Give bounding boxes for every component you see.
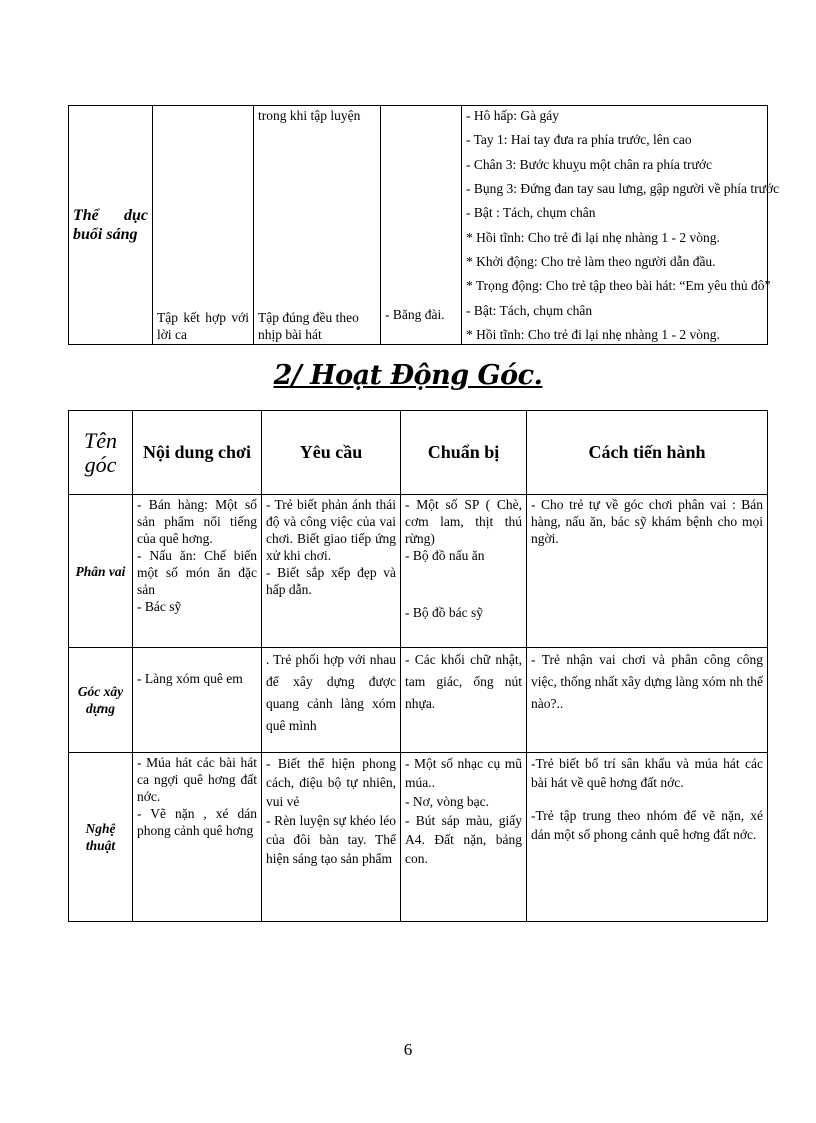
requirement-cell: . Trẻ phối hợp với nhau để xây dựng được quang cảnh làng xóm quê mình	[262, 648, 401, 753]
activity-name-cell	[69, 106, 153, 345]
activity-name: Thể dục buổi sáng	[73, 207, 148, 243]
corner-name: Phân vai	[69, 495, 133, 648]
procedure-cell	[462, 106, 780, 345]
requirement-cell: - Trẻ biết phản ánh thái độ và công việc của vai chơi. Biết giao tiếp ứng xử khi chơi. - Biết sắp xếp đẹp và hấp dẫn.	[262, 495, 401, 648]
step: * Khởi động: Cho trẻ làm theo người dẫn đầu.	[466, 253, 716, 269]
requirement-cell: - Biết thể hiện phong cách, điệu bộ tự nhiên, vui vẻ - Rèn luyện sự khéo léo của đôi bàn tay. Thể hiện sáng tạo sản phẩm	[262, 753, 401, 922]
step: - Bật : Tách, chụm chân	[466, 205, 596, 221]
requirement-cell	[254, 106, 381, 345]
procedure-cell: -Trẻ biết bố trí sân khấu và múa hát các bài hát về quê hơng đất nớc. -Trẻ tập trung theo nhóm để vẽ nặn, xé dán một số phong cảnh quê hơng đất nớc.	[527, 753, 768, 922]
exercise-content: Tập kết hợp với lời ca	[157, 310, 249, 342]
step: * Trọng động: Cho trẻ tập theo bài hát: “Em yêu thủ đô”	[466, 278, 771, 294]
step: - Bật: Tách, chụm chân	[466, 302, 593, 318]
exercise-steps	[466, 107, 780, 343]
corner-name: Nghệ thuật	[69, 753, 133, 922]
page-number: 6	[403, 1040, 413, 1059]
procedure-cell: - Trẻ nhận vai chơi và phân công công việc, thống nhất xây dựng làng xóm nh thế nào?..	[527, 648, 768, 753]
preparation-cell	[381, 106, 462, 345]
step: - Chân 3: Bước khuỵu một chân ra phía trước	[466, 156, 712, 172]
step: - Bụng 3: Đứng đan tay sau lưng, gập người về phía trước	[466, 180, 780, 196]
content-cell: - Bán hàng: Một số sản phẩm nổi tiếng của quê hơng. - Nấu ăn: Chế biến một số món ăn đặc sản - Bác sỹ	[133, 495, 262, 648]
header-preparation: Chuẩn bị	[401, 411, 527, 495]
table-row	[69, 753, 768, 922]
preparation-cell: - Các khối chữ nhật, tam giác, ống nút nhựa.	[401, 648, 527, 753]
corner-activities-table	[68, 410, 768, 922]
content-cell: - Làng xóm quê em	[133, 648, 262, 753]
header-procedure: Cách tiến hành	[527, 411, 768, 495]
header-row	[69, 411, 768, 495]
content-cell: - Múa hát các bài hát ca ngợi quê hơng đất nớc. - Vẽ nặn , xé dán phong cảnh quê hơng	[133, 753, 262, 922]
step: * Hồi tĩnh: Cho trẻ đi lại nhẹ nhàng 1 - 2 vòng.	[466, 326, 720, 342]
preparation-text: - Băng đài.	[385, 307, 445, 322]
requirement-bottom: Tập đúng đều theo nhịp bài hát	[258, 310, 359, 342]
step: * Hồi tĩnh: Cho trẻ đi lại nhẹ nhàng 1 - 2 vòng.	[466, 229, 720, 245]
header-corner-name: Tên góc	[69, 411, 133, 495]
step: - Tay 1: Hai tay đưa ra phía trước, lên cao	[466, 132, 692, 148]
step: - Hô hấp: Gà gáy	[466, 108, 559, 123]
corner-name: Góc xây dựng	[69, 648, 133, 753]
morning-exercise-table	[68, 105, 780, 345]
requirement-top: trong khi tập luyện	[258, 108, 361, 123]
preparation-cell: - Một số SP ( Chè, cơm lam, thịt thú rừng) - Bộ đồ nấu ăn - Bộ đồ bác sỹ	[401, 495, 527, 648]
table-row	[69, 648, 768, 753]
content-cell	[153, 106, 254, 345]
preparation-cell: - Một số nhạc cụ mũ múa.. - Nơ, vòng bạc. - Bút sáp màu, giấy A4. Đất nặn, bảng con.	[401, 753, 527, 922]
section-title: 2/ Hoạt Động Góc.	[273, 360, 543, 391]
header-requirement: Yêu cầu	[262, 411, 401, 495]
header-content: Nội dung chơi	[133, 411, 262, 495]
table-row	[69, 495, 768, 648]
procedure-cell: - Cho trẻ tự về góc chơi phân vai : Bán hàng, nấu ăn, bác sỹ khám bệnh cho mọi ngời.	[527, 495, 768, 648]
